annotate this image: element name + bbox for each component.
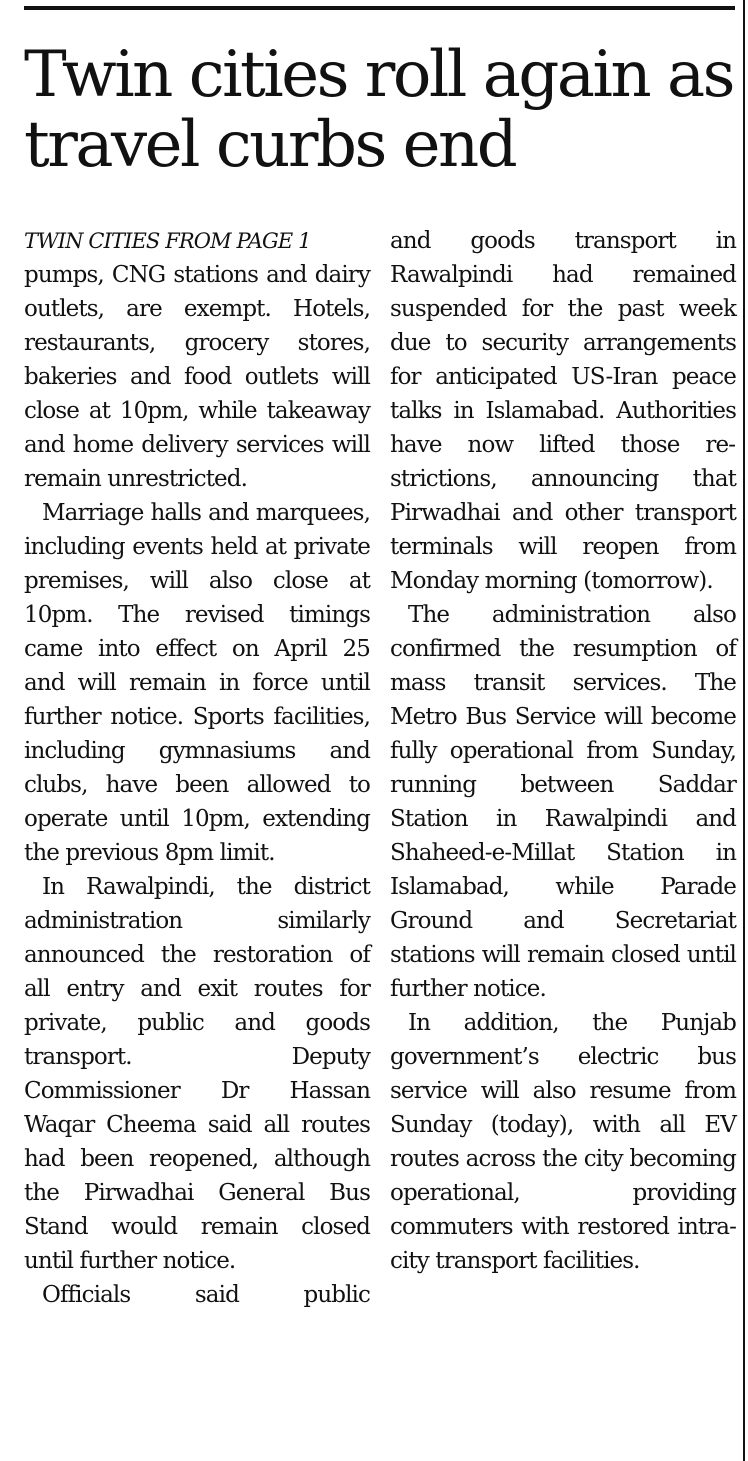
- paragraph-text: pumps, CNG stations and dairy outlets, are exempt. Hotels, restaurants, grocery stores, bakeries and food outlets will close at 10pm, while takeaway and home delivery services will remain unrestricted.: [24, 262, 370, 492]
- paragraph: Marriage halls and marquees, including events held at private premises, will also close at 10pm. The revised timings came into effect on April 25 and will remain in force until further notice. Sports facilities, including gymnasiums and clubs, have been allowed to operate until 10pm, extending the previous 8pm limit.: [24, 500, 370, 866]
- paragraph: In Rawalpindi, the district administration similarly announced the restoration of all entry and exit routes for private, public and goods transport. Deputy Commissioner Dr Hassan Waqar Cheema said all routes had been reopened, although the Pirwadhai General Bus Stand would remain closed until further notice.: [24, 874, 370, 1274]
- paragraph: [24, 224, 370, 496]
- paragraph: and goods transport in Rawalpindi had remained suspended for the past week due to security arrangements for anticipated US-Iran peace talks in Islamabad. Authorities have now lifted those restrictions, announcing that Pirwadhai and other transport terminals will reopen from Monday morning (tomorrow).: [390, 228, 736, 594]
- jump-label: TWIN CITIES FROM PAGE 1: [24, 229, 311, 253]
- article-column-left: [24, 224, 370, 1312]
- top-rule: [24, 6, 735, 10]
- paragraph: Officials said public: [42, 1282, 370, 1308]
- paragraph: In addition, the Punjab government’s electric bus service will also resume from Sunday (today), with all EV routes across the city becoming operational, providing commuters with restored intra-city transport facilities.: [390, 1010, 736, 1274]
- headline: Twin cities roll again as travel curbs end: [24, 38, 733, 182]
- article-column-right: [390, 224, 736, 1278]
- column-border-right: [743, 0, 745, 1461]
- paragraph: The administration also confirmed the resumption of mass transit services. The Metro Bus Service will become fully operational from Sunday, running between Saddar Station in Rawalpindi and Shaheed-e-Millat Station in Islamabad, while Parade Ground and Secretariat stations will remain closed until further notice.: [390, 602, 736, 1002]
